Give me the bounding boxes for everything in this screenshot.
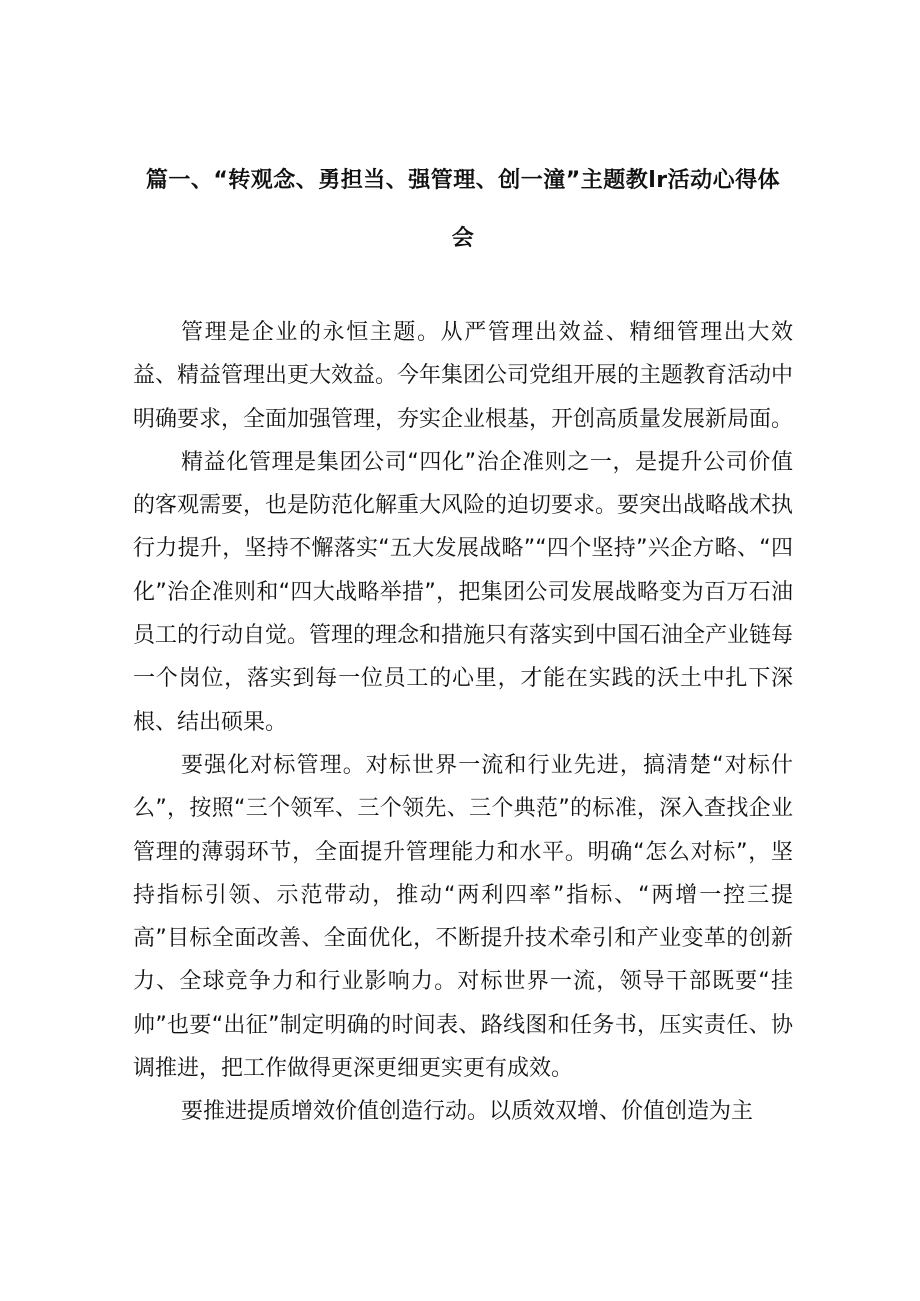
- title-line-1: 篇一、“转观念、勇担当、强管理、创一潼”主题教lr活动心得体: [145, 168, 781, 193]
- paragraph-3: 要强化对标管理。对标世界一流和行业先进，搞清楚“对标什么”，按照“三个领军、三个领先、三个典范”的标准，深入查找企业管理的薄弱环节，全面提升管理能力和水平。明确“怎么对标”，坚持指标引领、示范带动，推动“两利四率”指标、“两增一控三提高”目标全面改善、全面优化，不断提升技术牵引和产业变革的创新力、全球竞争力和行业影响力。对标世界一流，领导干部既要“挂帅”也要“出征”制定明确的时间表、路线图和任务书，压实责任、协调推进，把工作做得更深更细更实更有成效。: [133, 752, 793, 1082]
- paragraph-1: 管理是企业的永恒主题。从严管理出效益、精细管理出大效益、精益管理出更大效益。今年集团公司党组开展的主题教育活动中明确要求，全面加强管理，夯实企业根基，开创高质量发展新局面。: [133, 320, 794, 432]
- paragraph-2: 精益化管理是集团公司“四化”治企准则之一，是提升公司价值的客观需要，也是防范化解重大风险的迫切要求。要突出战略战术执行力提升，坚持不懈落实“五大发展战略”“四个坚持”兴企方略、“四化”治企准则和“四大战略举措”，把集团公司发展战略变为百万石油员工的行动自觉。管理的理念和措施只有落实到中国石油全产业链每一个岗位，落实到每一位员工的心里，才能在实践的沃土中扎下深根、结出硕果。: [133, 449, 794, 735]
- title-line-2: 会: [451, 226, 475, 251]
- document-body: [133, 311, 793, 1134]
- paragraph-4: 要推进提质增效价值创造行动。以质效双增、价值创造为主: [181, 1099, 754, 1125]
- document-title: [133, 152, 793, 268]
